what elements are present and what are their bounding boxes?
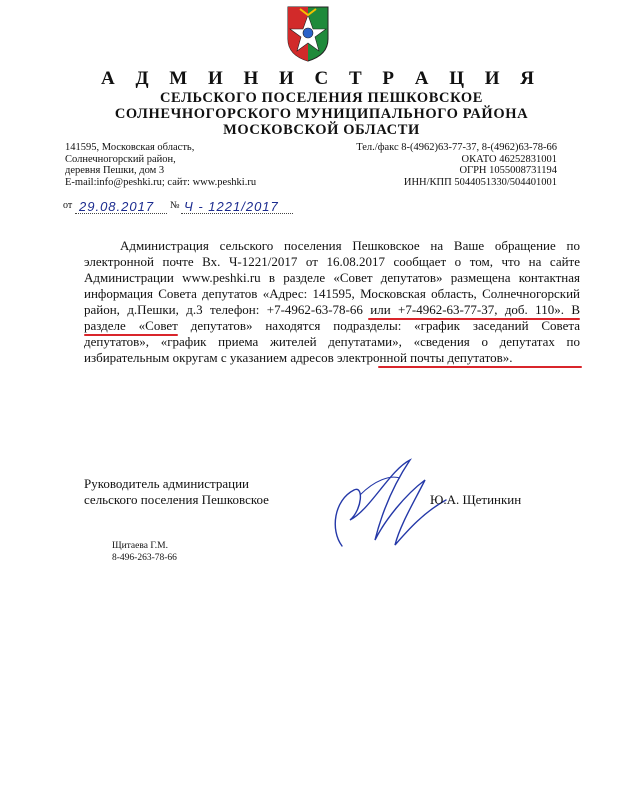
signer-position: [84, 476, 269, 508]
phone-highlight-line: [84, 334, 178, 336]
address-line: Солнечногорский район,: [65, 153, 176, 165]
org-address: [65, 142, 256, 188]
org-requisites: [356, 142, 557, 188]
doc-title: А Д М И Н И С Т Р А Ц И Я: [100, 68, 543, 89]
signer-position-line: Руководитель администрации: [84, 476, 249, 491]
inn-kpp: ИНН/КПП 5044051330/504401001: [403, 176, 557, 188]
address-line: 141595, Московская область,: [65, 142, 195, 153]
letter-paragraph: Администрация сельского поселения Пешковское на Ваше обращение по электронной почте Вх. Ч-1221/2017 от 16.08.2017 сообщает о том, что на сайте Администрации www.peshki.ru в разделе «Совет депутатов» размещена контактная информация Совета депутатов «Адрес: 141595, Московская область, Солнечногорский район, д.Пешки, д.3 телефон: +7-4962-63-78-66 или +7-4962-63-77-37, доб. 110». В разделе «Совет депутатов» находятся подразделы: «график заседаний Совета депутатов», «график приема жителей депутатами», «сведения о депутатах по избирательным округам с указанием адресов электронной почты депутатов».: [84, 238, 580, 365]
ref-number-label: №: [170, 200, 180, 211]
org-line-2: СОЛНЕЧНОГОРСКОГО МУНИЦИПАЛЬНОГО РАЙОНА: [114, 106, 529, 122]
handwritten-date: 29.08.2017: [79, 199, 155, 214]
coat-of-arms-icon: [286, 5, 330, 63]
address-contacts: E-mail:info@peshki.ru; сайт: www.peshki.ru: [65, 176, 257, 188]
executor-phone: 8-496-263-78-66: [112, 553, 177, 563]
phone-highlight-line: [368, 318, 580, 320]
letter-body: [84, 238, 580, 366]
signer-position-line: сельского поселения Пешковское: [84, 492, 269, 507]
org-line-3: МОСКОВСКОЙ ОБЛАСТИ: [223, 122, 420, 138]
handwritten-number: Ч - 1221/2017: [184, 199, 279, 214]
phone-fax: Тел./факс 8-(4962)63-77-37, 8-(4962)63-78-66: [356, 142, 557, 153]
email-highlight-line: [378, 366, 582, 368]
signer-name: Ю.А. Щетинкин: [430, 492, 522, 507]
okato: ОКАТО 46252831001: [461, 153, 557, 165]
executor-name: Щитаева Г.М.: [112, 541, 168, 551]
ref-from-label: от: [63, 200, 73, 211]
executor-info: [112, 540, 177, 564]
address-line: деревня Пешки, дом 3: [65, 165, 165, 176]
org-line-1: СЕЛЬСКОГО ПОСЕЛЕНИЯ ПЕШКОВСКОЕ: [159, 90, 484, 106]
ogrn: ОГРН 1055008731194: [459, 165, 557, 176]
